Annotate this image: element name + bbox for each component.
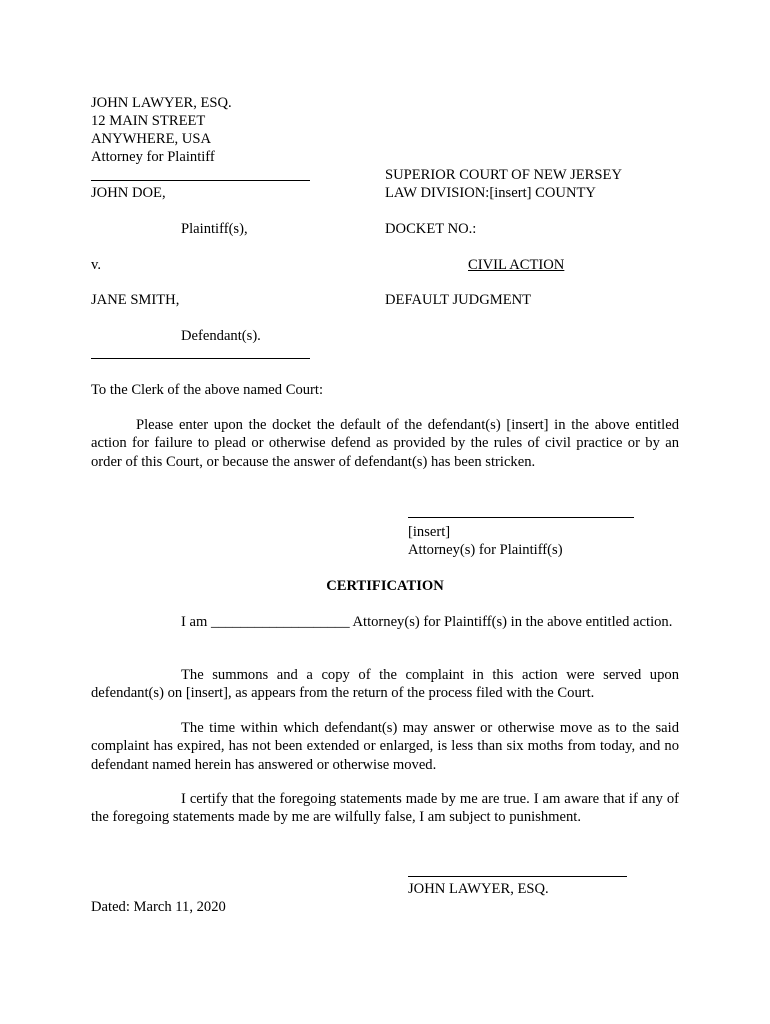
salutation: To the Clerk of the above named Court: xyxy=(91,382,324,398)
attorney-role: Attorney for Plaintiff xyxy=(91,149,215,165)
signer-name: [insert] xyxy=(408,524,451,540)
docket-number: DOCKET NO.: xyxy=(385,221,477,237)
certification-paragraph-3: The time within which defendant(s) may answer or otherwise move as to the said complaint has expired, has not been extended or enlarged, is less than six moths from today, and no defendant named herein has answered or otherwise moved. xyxy=(91,720,679,773)
attorney-city: ANYWHERE, USA xyxy=(91,131,211,147)
plaintiff-label: Plaintiff(s), xyxy=(181,221,248,237)
signature-line xyxy=(408,517,634,518)
signer-role: Attorney(s) for Plaintiff(s) xyxy=(408,542,563,558)
date-line: Dated: March 11, 2020 xyxy=(91,899,226,915)
signature-line xyxy=(408,876,627,877)
document-title: DEFAULT JUDGMENT xyxy=(385,292,532,308)
plaintiff-name: JOHN DOE, xyxy=(91,185,166,201)
court-division: LAW DIVISION:[insert] COUNTY xyxy=(385,185,596,201)
certification-heading: CERTIFICATION xyxy=(326,578,444,594)
defendant-label: Defendant(s). xyxy=(181,328,261,344)
defendant-name: JANE SMITH, xyxy=(91,292,180,308)
signer-name: JOHN LAWYER, ESQ. xyxy=(408,881,549,897)
caption-top-rule xyxy=(91,180,310,181)
civil-action-label: CIVIL ACTION xyxy=(468,257,565,273)
versus: v. xyxy=(91,257,101,273)
certification-paragraph-2: The summons and a copy of the complaint in this action were served upon defendant(s) on [insert], as appears from the return of the process filed with the Court. xyxy=(91,667,679,702)
certification-paragraph-1: I am ___________________ Attorney(s) for Plaintiff(s) in the above entitled action. xyxy=(181,614,673,630)
certification-paragraph-4: I certify that the foregoing statements made by me are true. I am aware that if any of the foregoing statements made by me are wilfully false, I am subject to punishment. xyxy=(91,791,679,826)
court-name: SUPERIOR COURT OF NEW JERSEY xyxy=(385,167,622,183)
request-paragraph: Please enter upon the docket the default of the defendant(s) [insert] in the above entitled action for failure to plead or otherwise defend as provided by the rules of civil practice or by an order of this Court, or because the answer of defendant(s) has been stricken. xyxy=(91,417,679,470)
attorney-name: JOHN LAWYER, ESQ. xyxy=(91,95,232,111)
attorney-street: 12 MAIN STREET xyxy=(91,113,206,129)
caption-bottom-rule xyxy=(91,358,310,359)
